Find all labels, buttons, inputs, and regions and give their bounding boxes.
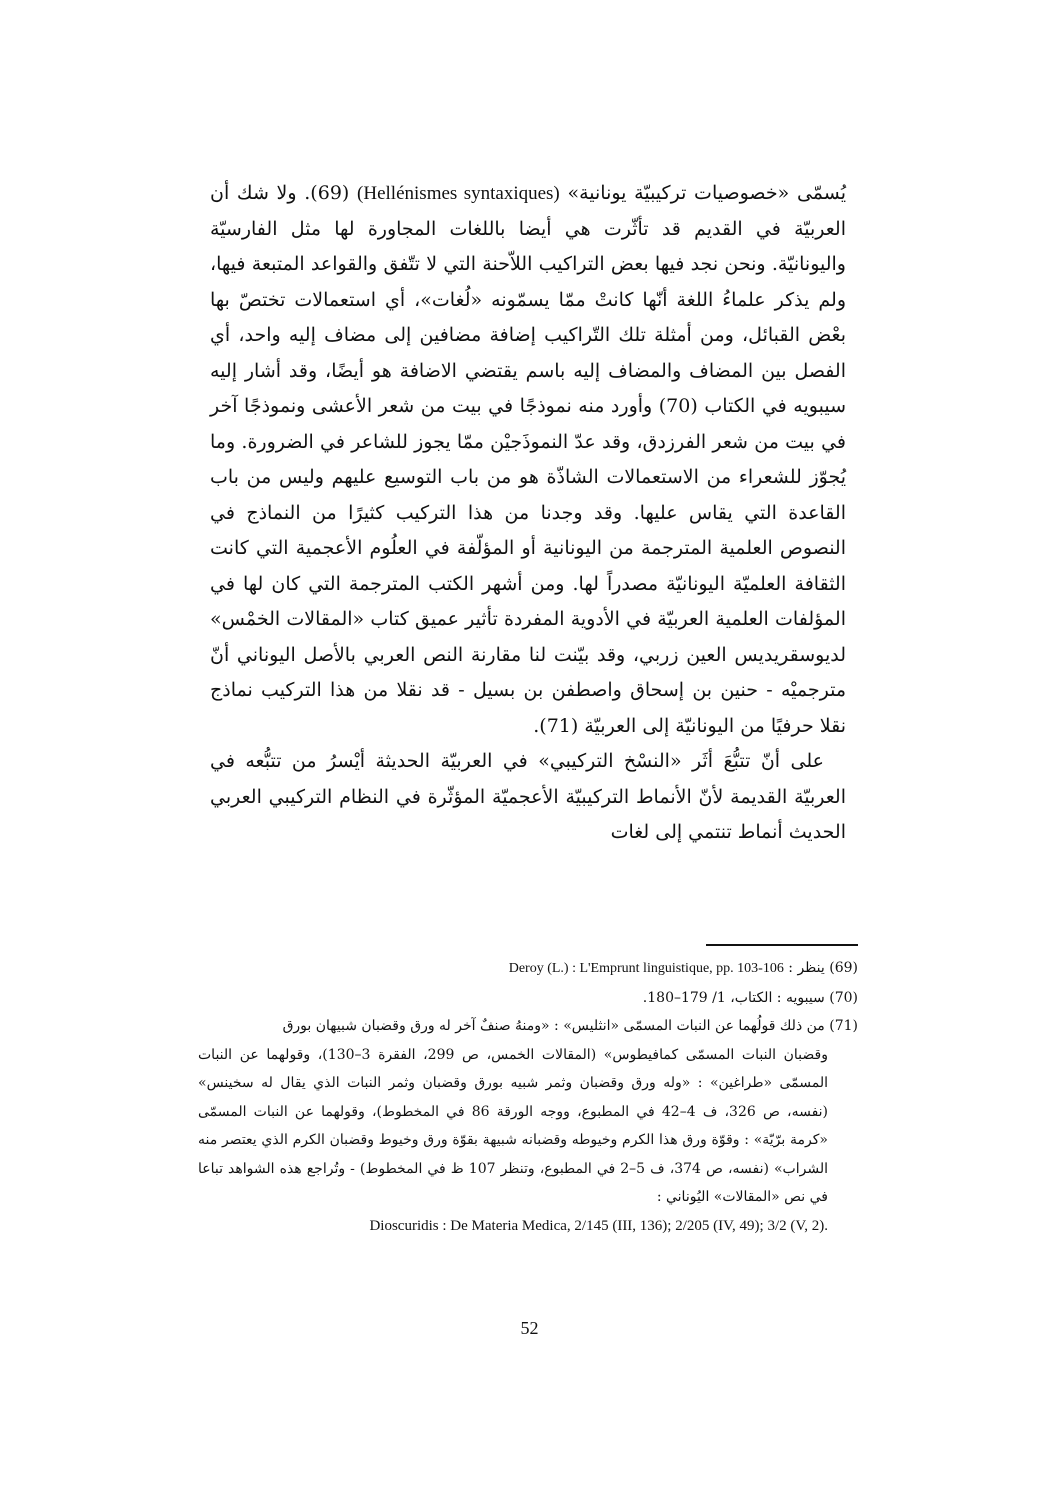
paragraph-text: يُسمّى «خصوصيات تركيبيّة يونانية» [559, 182, 847, 204]
footnote-number: (70) [829, 989, 858, 1006]
footnote-text: وقضبان النبات المسمّى كمافيطوس» (المقالات الخمس، ص 299، الفقرة 3–130)، وقولهما عن النبات المسمّى «طراغين» : «وله ورق وقضبان وثمر شبيه بورق وقضبان وثمر النبات الذي يقال له سخينس» (نفسه، ص 326، ف 4–42 في المطبوع، ووجه الورقة 86 في المخطوط)، وقولهما عن النبات المسمّى «كرمة برّيّة» : وقوّة ورق هذا الكرم وخيوطه وقضبانه شبيهة بقوّة ورق وخيوط وقضبان الكرم الذي يعتصر منه الشراب» (نفسه، ص 374، ف 5–2 في المطبوع، وتنظر 107 ظ في المخطوط) - وتُراجع هذه الشواهد تباعا في نص «المقالات» اليُوناني : [198, 1046, 829, 1205]
footnote-70 [198, 984, 858, 1013]
footnote-separator [706, 944, 858, 946]
paragraph-text: (69). ولا شك أن العربيّة في القديم قد تأثّرت هي أيضا باللغات المجاورة لها مثل الفارسيّة واليونانيّة. ونحن نجد فيها بعض التراكيب اللاّحنة التي لا تتّفق والقواعد المتبعة فيها، ولم يذكر علماءُ اللغة أنّها كانتْ ممّا يسمّونه «لُغات»، أي استعمالات تختصّ بها بعْض القبائل، ومن أمثلة تلك التّراكيب إضافة مضافين إلى مضاف إليه واحد، أي الفصل بين المضاف والمضاف إليه باسم يقتضي الاضافة هو أيضًا، وقد أشار إليه سيبويه في الكتاب (70) وأورد منه نموذجًا في بيت من شعر الأعشى ونموذجًا آخر في بيت من شعر الفرزدق، وقد عدّ النموذَجيْن ممّا يجوز للشاعر في الضرورة. وما يُجوّز للشعراء من الاستعمالات الشاذّة هو من باب التوسيع عليهم وليس من باب القاعدة التي يقاس عليها. وقد وجدنا من هذا التركيب كثيرًا من النماذج في النصوص العلمية المترجمة من اليونانية أو المؤلّفة في العلُوم الأعجمية التي كانت الثقافة العلميّة اليونانيّة مصدراً لها. ومن أشهر الكتب المترجمة التي كان لها في المؤلفات العلمية العربيّة في الأدوية المفردة تأثير عميق كتاب «المقالات الخمْس» لديوسقريديس العين زربي، وقد بيّنت لنا مقارنة النص العربي بالأصل اليوناني أنّ مترجميْه - حنين بن إسحاق واصطفن بن بسيل - قد نقلا من هذا التركيب نماذج نقلا حرفيًا من اليونانيّة إلى العربيّة (71). [210, 182, 846, 737]
paragraph [210, 744, 846, 851]
page-number: 52 [520, 1318, 539, 1338]
footnotes [198, 954, 858, 1240]
footnote-text: سيبويه : الكتاب، 1/ 179–180. [642, 989, 830, 1006]
footnote-71-continuation [198, 1041, 858, 1212]
paragraph-text: على أنّ تتبُّعَ أثَر «النسْخ التركيبي» في العربيّة الحديثة أيْسرُ من تتبُّعه في العربيّة القديمة لأنّ الأنماط التركيبيّة الأعجميّة المؤثّرة في النظام التركيبي العربي الحديث أنماط تنتمي إلى لغات [210, 750, 846, 843]
footnote-text: من ذلك قولُهما عن النبات المسمّى «انثليس» : «ومنهُ صنفٌ آخر له ورق وقضبان شبيهان بورق [282, 1018, 830, 1034]
footnote-latin: Deroy (L.) : L'Emprunt linguistique, pp. 103-106 [508, 961, 784, 976]
footnote-text: ينظر : [783, 960, 830, 976]
footnote-71-latin [198, 1212, 858, 1241]
footnote-number: (69) [829, 960, 858, 976]
paragraph [210, 176, 846, 744]
footnote-71 [198, 1012, 858, 1041]
latin-term: (Hellénismes syntaxiques) [357, 183, 560, 204]
footnote-69 [198, 954, 858, 984]
footnote-number: (71) [829, 1018, 858, 1034]
footnote-latin: Dioscuridis : De Materia Medica, 2/145 (III, 136); 2/205 (IV, 49); 3/2 (V, 2). [369, 1217, 828, 1234]
main-text [210, 176, 846, 851]
